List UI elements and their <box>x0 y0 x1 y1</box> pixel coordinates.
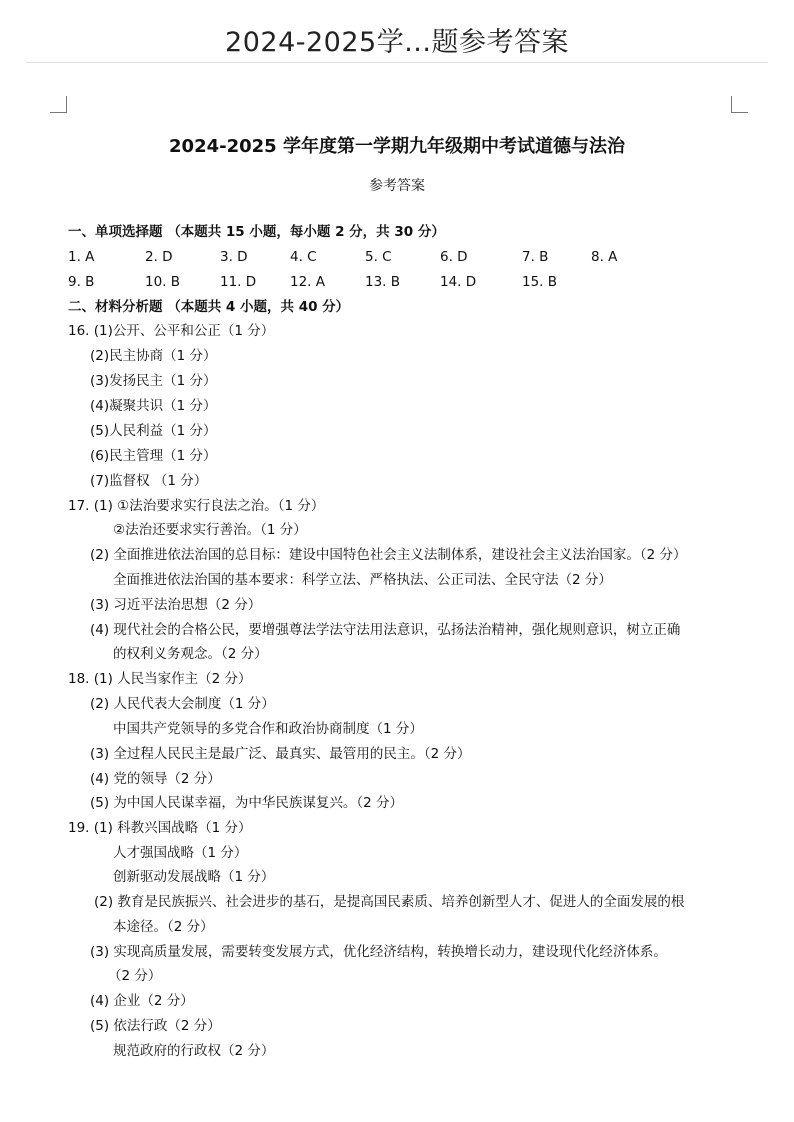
answer-line: 创新驱动发展战略（1 分） <box>113 869 275 885</box>
answer-line: (2)民主协商（1 分） <box>90 348 217 364</box>
mc-answer: 9. B <box>68 274 95 290</box>
mc-answer: 14. D <box>440 274 477 290</box>
answer-line: 本途径。（2 分） <box>113 919 214 935</box>
answer-line: (4) 党的领导（2 分） <box>90 771 221 787</box>
mc-answer: 6. D <box>440 249 468 265</box>
document-subtitle: 参考答案 <box>369 178 425 194</box>
mc-answer: 4. C <box>290 249 317 265</box>
answer-line: (4)凝聚共识（1 分） <box>90 398 217 414</box>
answer-line: 的权利义务观念。（2 分） <box>113 646 268 662</box>
answer-line: (2) 人民代表大会制度（1 分） <box>90 696 275 712</box>
mc-answer: 11. D <box>220 274 257 290</box>
answer-line: 规范政府的行政权（2 分） <box>113 1043 275 1059</box>
answer-line: (5)人民利益（1 分） <box>90 423 217 439</box>
answer-line: (2) 全面推进依法治国的总目标：建设中国特色社会主义法制体系，建设社会主义法治国家。（2 分） <box>90 547 687 563</box>
mc-answer: 5. C <box>365 249 392 265</box>
answer-line: 16. (1)公开、公平和公正（1 分） <box>68 323 275 339</box>
answer-line: 19. (1) 科教兴国战略（1 分） <box>68 820 252 836</box>
answer-line: 中国共产党领导的多党合作和政治协商制度（1 分） <box>113 721 423 737</box>
answer-line: (3)发扬民主（1 分） <box>90 373 217 389</box>
answer-line: 全面推进依法治国的基本要求：科学立法、严格执法、公正司法、全民守法（2 分） <box>113 572 612 588</box>
answer-line: (3) 全过程人民民主是最广泛、最真实、最管用的民主。（2 分） <box>90 746 471 762</box>
page-corner-mark-right <box>731 96 748 113</box>
answer-line: (5) 依法行政（2 分） <box>90 1018 221 1034</box>
header-divider <box>26 62 768 63</box>
mc-answer: 10. B <box>145 274 181 290</box>
mc-answer: 7. B <box>522 249 549 265</box>
page-corner-mark-left <box>50 96 67 113</box>
answer-line: (4) 现代社会的合格公民，要增强尊法学法守法用法意识，弘扬法治精神，强化规则意识，树立正确 <box>90 622 681 638</box>
answer-line: (2) 教育是民族振兴、社会进步的基石，是提高国民素质、培养创新型人才、促进人的全面发展的根 <box>94 894 685 910</box>
answer-line: ②法治还要求实行善治。（1 分） <box>113 522 307 538</box>
document-title: 2024-2025 学年度第一学期九年级期中考试道德与法治 <box>169 136 625 157</box>
top-bar <box>0 0 794 70</box>
mc-answer: 2. D <box>145 249 173 265</box>
answer-line: (3) 习近平法治思想（2 分） <box>90 597 262 613</box>
section-heading: 二、材料分析题 （本题共 4 小题，共 40 分） <box>68 299 350 315</box>
mc-answer: 1. A <box>68 249 95 265</box>
mc-answer: 15. B <box>522 274 558 290</box>
mc-answer: 12. A <box>290 274 325 290</box>
mc-answer: 8. A <box>591 249 618 265</box>
answer-line: (3) 实现高质量发展，需要转变发展方式，优化经济结构，转换增长动力，建设现代化经济体系。 <box>90 944 667 960</box>
section-heading: 一、单项选择题 （本题共 15 小题，每小题 2 分，共 30 分） <box>68 224 445 240</box>
answer-line: (6)民主管理（1 分） <box>90 448 217 464</box>
mc-answer: 13. B <box>365 274 401 290</box>
answer-line: （2 分） <box>108 968 162 984</box>
answer-line: (5) 为中国人民谋幸福，为中华民族谋复兴。（2 分） <box>90 795 404 811</box>
mc-answer: 3. D <box>220 249 248 265</box>
answer-line: 18. (1) 人民当家作主（2 分） <box>68 671 252 687</box>
answer-line: 人才强国战略（1 分） <box>113 845 248 861</box>
answer-line: (7)监督权 （1 分） <box>90 473 208 489</box>
answer-line: (4) 企业（2 分） <box>90 993 194 1009</box>
answer-line: 17. (1) ①法治要求实行良法之治。（1 分） <box>68 498 325 514</box>
window-title: 2024-2025学...题参考答案 <box>225 27 569 58</box>
